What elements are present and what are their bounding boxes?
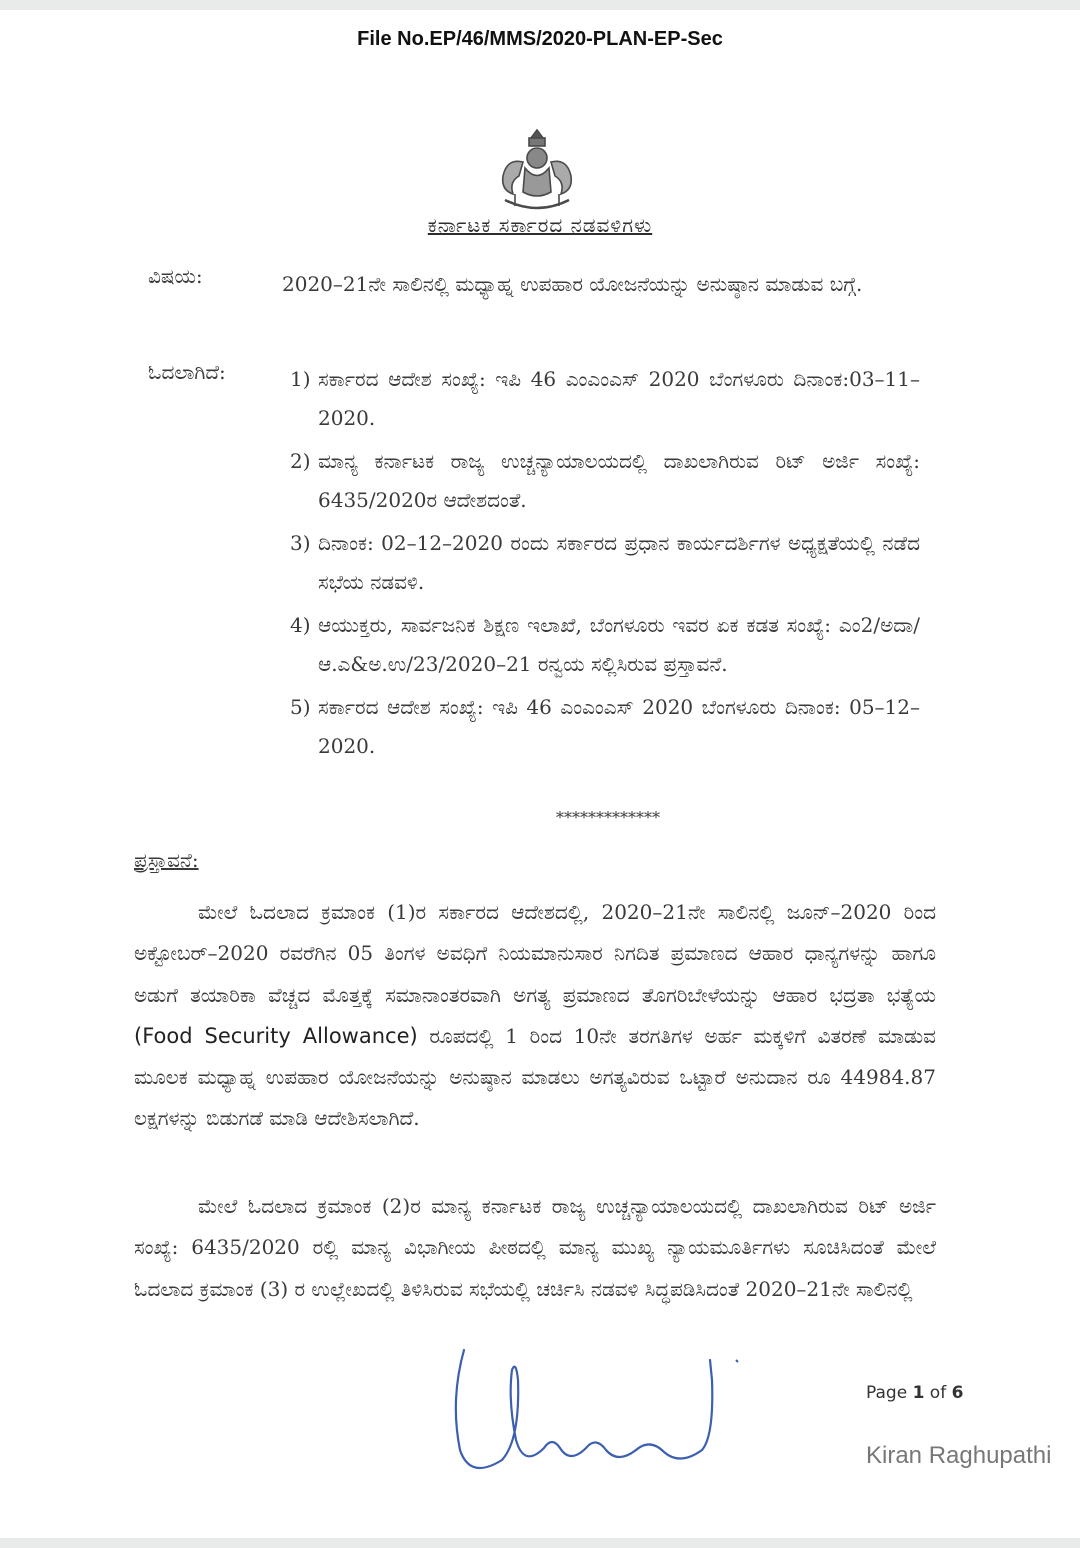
subject-text: 2020–21ನೇ ಸಾಲಿನಲ್ಲಿ ಮಧ್ಯಾಹ್ನ ಉಪಹಾರ ಯೋಜನೆಯನ್ನು ಅನುಷ್ಠಾನ ಮಾಡುವ ಬಗ್ಗೆ. xyxy=(282,272,863,296)
food-security-allowance-term: (Food Security Allowance) xyxy=(134,1023,418,1048)
reference-item: 5) ಸರ್ಕಾರದ ಆದೇಶ ಸಂಖ್ಯೆ: ಇಪಿ 46 ಎಂಎಂಎಸ್ 2020 ಬೆಂಗಳೂರು ದಿನಾಂಕ: 05–12–2020. xyxy=(290,695,920,758)
state-emblem-icon xyxy=(495,128,579,216)
signature-mark xyxy=(440,1340,750,1490)
references-label: ಓದಲಾಗಿದೆ: xyxy=(148,360,226,384)
reference-item: 2) ಮಾನ್ಯ ಕರ್ನಾಟಕ ರಾಜ್ಯ ಉಚ್ಚನ್ಯಾಯಾಲಯದಲ್ಲಿ ದಾಖಲಾಗಿರುವ ರಿಟ್ ಅರ್ಜಿ ಸಂಖ್ಯೆ: 6435/2020ರ ಆದೇಶದಂತೆ. xyxy=(290,449,920,512)
preamble-paragraph-1: ಮೇಲೆ ಓದಲಾದ ಕ್ರಮಾಂಕ (1)ರ ಸರ್ಕಾರದ ಆದೇಶದಲ್ಲಿ, 2020–21ನೇ ಸಾಲಿನಲ್ಲಿ ಜೂನ್–2020 ರಿಂದ ಅಕ್ಟೋಬರ್–2020 ರವರೆಗಿನ 05 ತಿಂಗಳ ಅವಧಿಗೆ ನಿಯಮಾನುಸಾರ ನಿಗದಿತ ಪ್ರಮಾಣದ ಆಹಾರ ಧಾನ್ಯಗಳನ್ನು ಹಾಗೂ ಅಡುಗೆ ತಯಾರಿಕಾ ವೆಚ್ಚದ ಮೊತ್ತಕ್ಕೆ ಸಮಾನಾಂತರವಾಗಿ ಅಗತ್ಯ ಪ್ರಮಾಣದ ತೊಗರಿಬೇಳೆಯನ್ನು ಆಹಾರ ಭದ್ರತಾ ಭತ್ಯೆಯ (Food Security Allowance) ರೂಪದಲ್ಲಿ 1 ರಿಂದ 10ನೇ ತರಗತಿಗಳ ಅರ್ಹ ಮಕ್ಕಳಿಗೆ ವಿತರಣೆ ಮಾಡುವ ಮೂಲಕ ಮಧ್ಯಾಹ್ನ ಉಪಹಾರ ಯೋಜನೆಯನ್ನು ಅನುಷ್ಠಾನ ಮಾಡಲು ಅಗತ್ಯವಿರುವ ಒಟ್ಟಾರೆ ಅನುದಾನ ರೂ 44984.87 ಲಕ್ಷಗಳನ್ನು ಬಿಡುಗಡೆ ಮಾಡಿ ಆದೇಶಿಸಲಾಗಿದೆ. xyxy=(134,900,936,1131)
references-list xyxy=(290,360,920,770)
preamble-title: ಪ್ರಸ್ತಾವನೆ: xyxy=(134,848,199,872)
preamble-paragraph-2: ಮೇಲೆ ಓದಲಾದ ಕ್ರಮಾಂಕ (2)ರ ಮಾನ್ಯ ಕರ್ನಾಟಕ ರಾಜ್ಯ ಉಚ್ಚನ್ಯಾಯಾಲಯದಲ್ಲಿ ದಾಖಲಾಗಿರುವ ರಿಟ್ ಅರ್ಜಿ ಸಂಖ್ಯೆ: 6435/2020 ರಲ್ಲಿ ಮಾನ್ಯ ವಿಭಾಗೀಯ ಪೀಠದಲ್ಲಿ ಮಾನ್ಯ ಮುಖ್ಯ ನ್ಯಾಯಮೂರ್ತಿಗಳು ಸೂಚಿಸಿದಂತೆ ಮೇಲೆ ಓದಲಾದ ಕ್ರಮಾಂಕ (3) ರ ಉಲ್ಲೇಖದಲ್ಲಿ ತಿಳಿಸಿರುವ ಸಭೆಯಲ್ಲಿ ಚರ್ಚಿಸಿ ನಡವಳಿ ಸಿದ್ಧಪಡಿಸಿದಂತೆ 2020–21ನೇ ಸಾಲಿನಲ್ಲಿ xyxy=(134,1194,936,1301)
reference-item: 1) ಸರ್ಕಾರದ ಆದೇಶ ಸಂಖ್ಯೆ: ಇಪಿ 46 ಎಂಎಂಎಸ್ 2020 ಬೆಂಗಳೂರು ದಿನಾಂಕ:03–11–2020. xyxy=(290,367,920,430)
document-heading: ಕರ್ನಾಟಕ ಸರ್ಕಾರದ ನಡವಳಿಗಳು xyxy=(427,213,653,237)
signer-name: Kiran Raghupathi xyxy=(866,1442,1052,1469)
subject-label: ವಿಷಯ: xyxy=(148,264,203,288)
page-number: Page 1 of 6 xyxy=(866,1383,964,1403)
section-separator: ************* xyxy=(556,808,660,827)
file-number: File No.EP/46/MMS/2020-PLAN-EP-Sec xyxy=(357,28,723,50)
reference-item: 4) ಆಯುಕ್ತರು, ಸಾರ್ವಜನಿಕ ಶಿಕ್ಷಣ ಇಲಾಖೆ, ಬೆಂಗಳೂರು ಇವರ ಏಕ ಕಡತ ಸಂಖ್ಯೆ: ಎಂ2/ಅದಾ/ಆ.ಎ&ಅ.ಉ/23/2020–21 ರನ್ವಯ ಸಲ್ಲಿಸಿರುವ ಪ್ರಸ್ತಾವನೆ. xyxy=(290,613,920,676)
reference-item: 3) ದಿನಾಂಕ: 02–12–2020 ರಂದು ಸರ್ಕಾರದ ಪ್ರಧಾನ ಕಾರ್ಯದರ್ಶಿಗಳ ಅಧ್ಯಕ್ಷತೆಯಲ್ಲಿ ನಡೆದ ಸಭೆಯ ನಡವಳಿ. xyxy=(290,531,920,594)
